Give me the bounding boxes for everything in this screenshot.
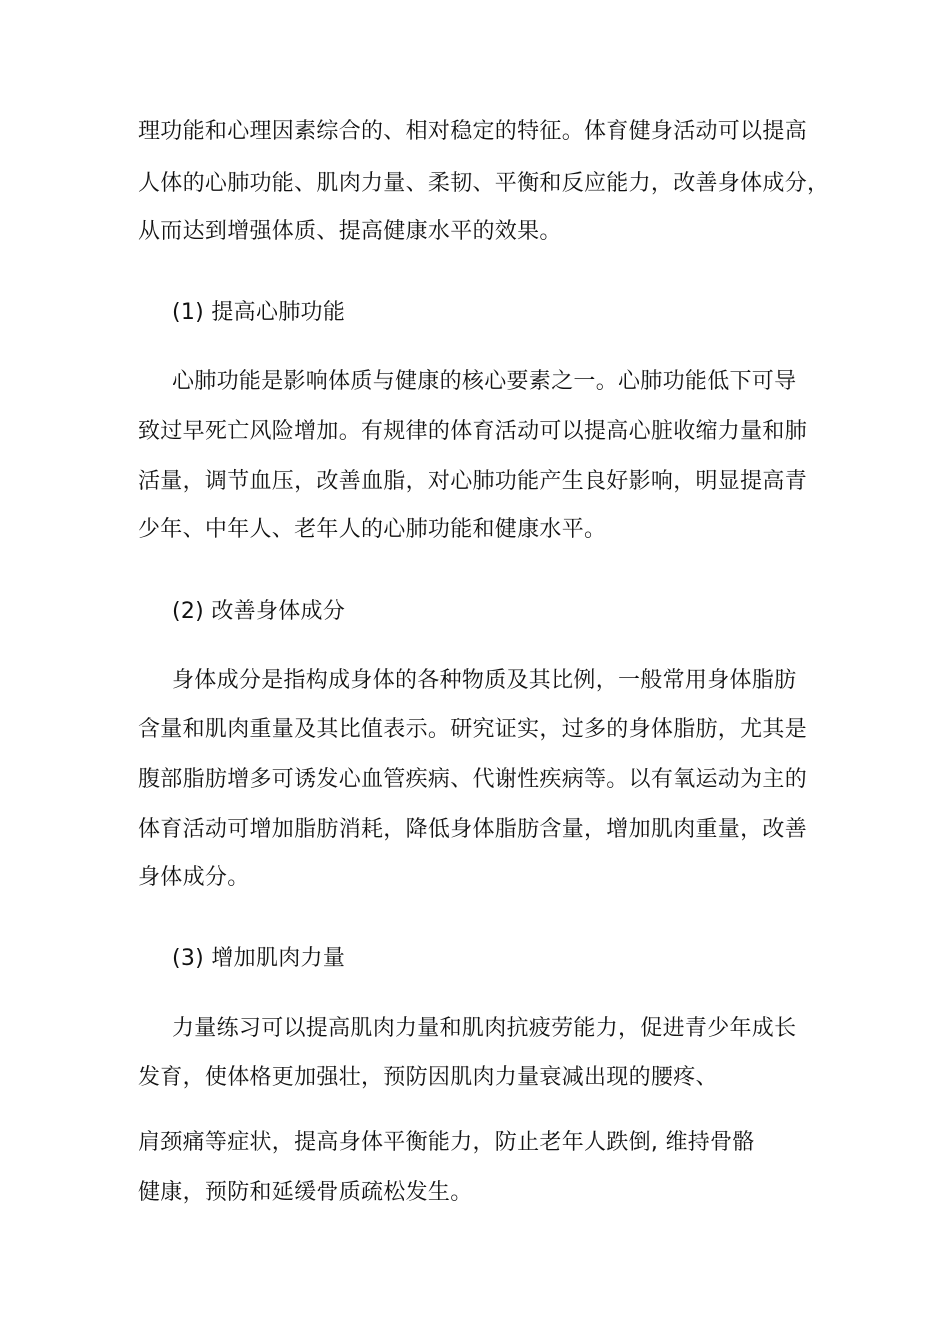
paragraph-line: 从而达到增强体质、提高健康水平的效果。: [138, 219, 562, 244]
paragraph-line: 身体成分是指构成身体的各种物质及其比例，一般常用身体脂肪: [172, 668, 797, 693]
paragraph-line: 腹部脂肪增多可诱发心血管疾病、代谢性疾病等。以有氧运动为主的: [138, 767, 808, 792]
paragraph-line: 心肺功能是影响体质与健康的核心要素之一。心肺功能低下可导: [172, 369, 797, 394]
paragraph-line: 理功能和心理因素综合的、相对稳定的特征。体育健身活动可以提高: [138, 119, 808, 144]
paragraph-line: 活量，调节血压，改善血脂，对心肺功能产生良好影响，明显提高青: [138, 469, 808, 494]
paragraph-line: 体育活动可增加脂肪消耗，降低身体脂肪含量，增加肌肉重量，改善: [138, 817, 808, 842]
paragraph-line: 人体的心肺功能、肌肉力量、柔韧、平衡和反应能力，改善身体成分，: [138, 171, 830, 196]
paragraph-line: 肩颈痛等症状，提高身体平衡能力，防止老年人跌倒, 维持骨骼: [138, 1130, 755, 1155]
section-heading: (2) 改善身体成分: [172, 599, 346, 624]
paragraph-line: 身体成分。: [138, 865, 250, 890]
paragraph-line: 致过早死亡风险增加。有规律的体育活动可以提高心脏收缩力量和肺: [138, 419, 808, 444]
paragraph-line: 发育，使体格更加强壮，预防因肌肉力量衰减出现的腰疼、: [138, 1065, 718, 1090]
paragraph-line: 含量和肌肉重量及其比值表示。研究证实，过多的身体脂肪，尤其是: [138, 717, 808, 742]
section-heading: (1) 提高心肺功能: [172, 300, 346, 325]
section-heading: (3) 增加肌肉力量: [172, 946, 346, 971]
paragraph-line: 健康，预防和延缓骨质疏松发生。: [138, 1180, 473, 1205]
paragraph-line: 少年、中年人、老年人的心肺功能和健康水平。: [138, 517, 607, 542]
paragraph-line: 力量练习可以提高肌肉力量和肌肉抗疲劳能力，促进青少年成长: [172, 1016, 797, 1041]
